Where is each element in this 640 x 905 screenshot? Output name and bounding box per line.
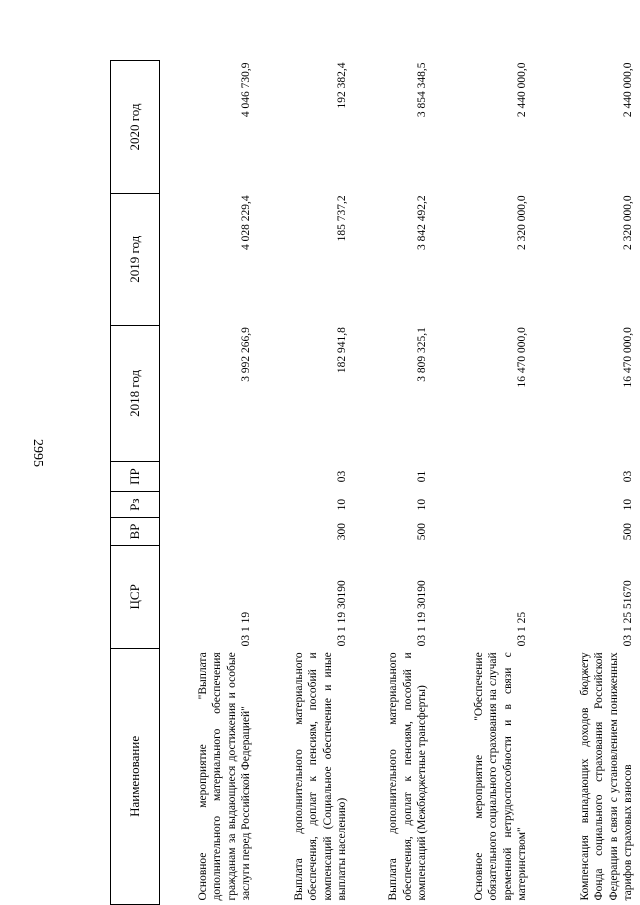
header-2020: 2020 год xyxy=(111,61,160,194)
row-name: Выплата дополнительного материального обеспечения, доплат к пенсиям, пособий и компенсаций (Социальное обеспечение и иные выплаты населению) xyxy=(293,652,349,901)
row-2018: 16 470 000,0 xyxy=(622,327,635,388)
page-number xyxy=(22,438,52,468)
row-2019: 2 320 000,0 xyxy=(622,195,635,251)
header-vr: ВР xyxy=(111,518,160,546)
row-2020: 2 440 000,0 xyxy=(622,62,635,118)
table-row xyxy=(256,61,352,905)
row-csr: 03 1 25 51670 xyxy=(622,580,635,647)
row-2018: 16 470 000,0 xyxy=(516,327,529,388)
row-2020: 2 440 000,0 xyxy=(516,62,529,118)
row-pr: 03 xyxy=(622,470,635,483)
row-2019: 4 028 229,4 xyxy=(240,195,253,251)
row-2020: 3 854 348,5 xyxy=(416,62,429,118)
header-2018: 2018 год xyxy=(111,325,160,461)
row-rz xyxy=(160,492,256,518)
row-vr xyxy=(160,518,256,546)
table-row xyxy=(352,61,432,905)
budget-table xyxy=(110,60,638,905)
page-number-text: 2995 xyxy=(30,439,45,467)
row-2018: 3 992 266,9 xyxy=(240,327,253,382)
row-name: Выплата дополнительного материального обеспечения, доплат к пенсиям, пособий и компенсаций (Межбюджетные трансферты) xyxy=(387,652,429,901)
row-2019: 3 842 492,2 xyxy=(416,195,429,251)
row-2019: 2 320 000,0 xyxy=(516,195,529,251)
budget-table-container xyxy=(110,60,635,905)
header-rz: Рз xyxy=(111,492,160,518)
row-pr: 03 xyxy=(336,470,349,483)
table-row xyxy=(532,61,638,905)
budget-table-rotated xyxy=(110,60,635,905)
row-pr xyxy=(432,462,532,492)
row-pr xyxy=(160,462,256,492)
row-rz xyxy=(432,492,532,518)
table-row xyxy=(432,61,532,905)
row-2020: 192 382,4 xyxy=(336,62,349,109)
row-rz: 10 xyxy=(336,498,349,511)
row-vr xyxy=(432,518,532,546)
row-csr: 03 1 19 xyxy=(240,611,253,647)
row-vr: 500 xyxy=(622,522,635,541)
row-name: Основное мероприятие "Обеспечение обязательного социального страхования на случай временной нетрудоспособности и в связи с материнством" xyxy=(473,652,529,901)
row-pr: 01 xyxy=(416,470,429,483)
row-name: Компенсация выпадающих доходов бюджету Фонда социального страхования Российской Федерации в связи с установлением пониженных тарифов страховых взносов xyxy=(579,652,635,901)
table-header-row xyxy=(111,61,160,905)
header-2019: 2019 год xyxy=(111,193,160,325)
row-rz: 10 xyxy=(622,498,635,511)
header-pr: ПР xyxy=(111,462,160,492)
row-2018: 182 941,8 xyxy=(336,327,349,374)
row-name: Основное мероприятие "Выплата дополнительного материального обеспечения гражданам за выдающиеся достижения и особые заслуги перед Российской Федерацией" xyxy=(197,652,253,901)
row-vr: 300 xyxy=(336,522,349,541)
table-row xyxy=(160,61,256,905)
row-2019: 185 737,2 xyxy=(336,195,349,242)
row-csr: 03 1 25 xyxy=(516,611,529,647)
row-csr: 03 1 19 30190 xyxy=(416,580,429,647)
row-rz: 10 xyxy=(416,498,429,511)
row-2018: 3 809 325,1 xyxy=(416,327,429,382)
header-csr: ЦСР xyxy=(111,545,160,648)
row-vr: 500 xyxy=(416,522,429,541)
row-2020: 4 046 730,9 xyxy=(240,62,253,118)
header-name: Наименование xyxy=(111,648,160,904)
row-csr: 03 1 19 30190 xyxy=(336,580,349,647)
